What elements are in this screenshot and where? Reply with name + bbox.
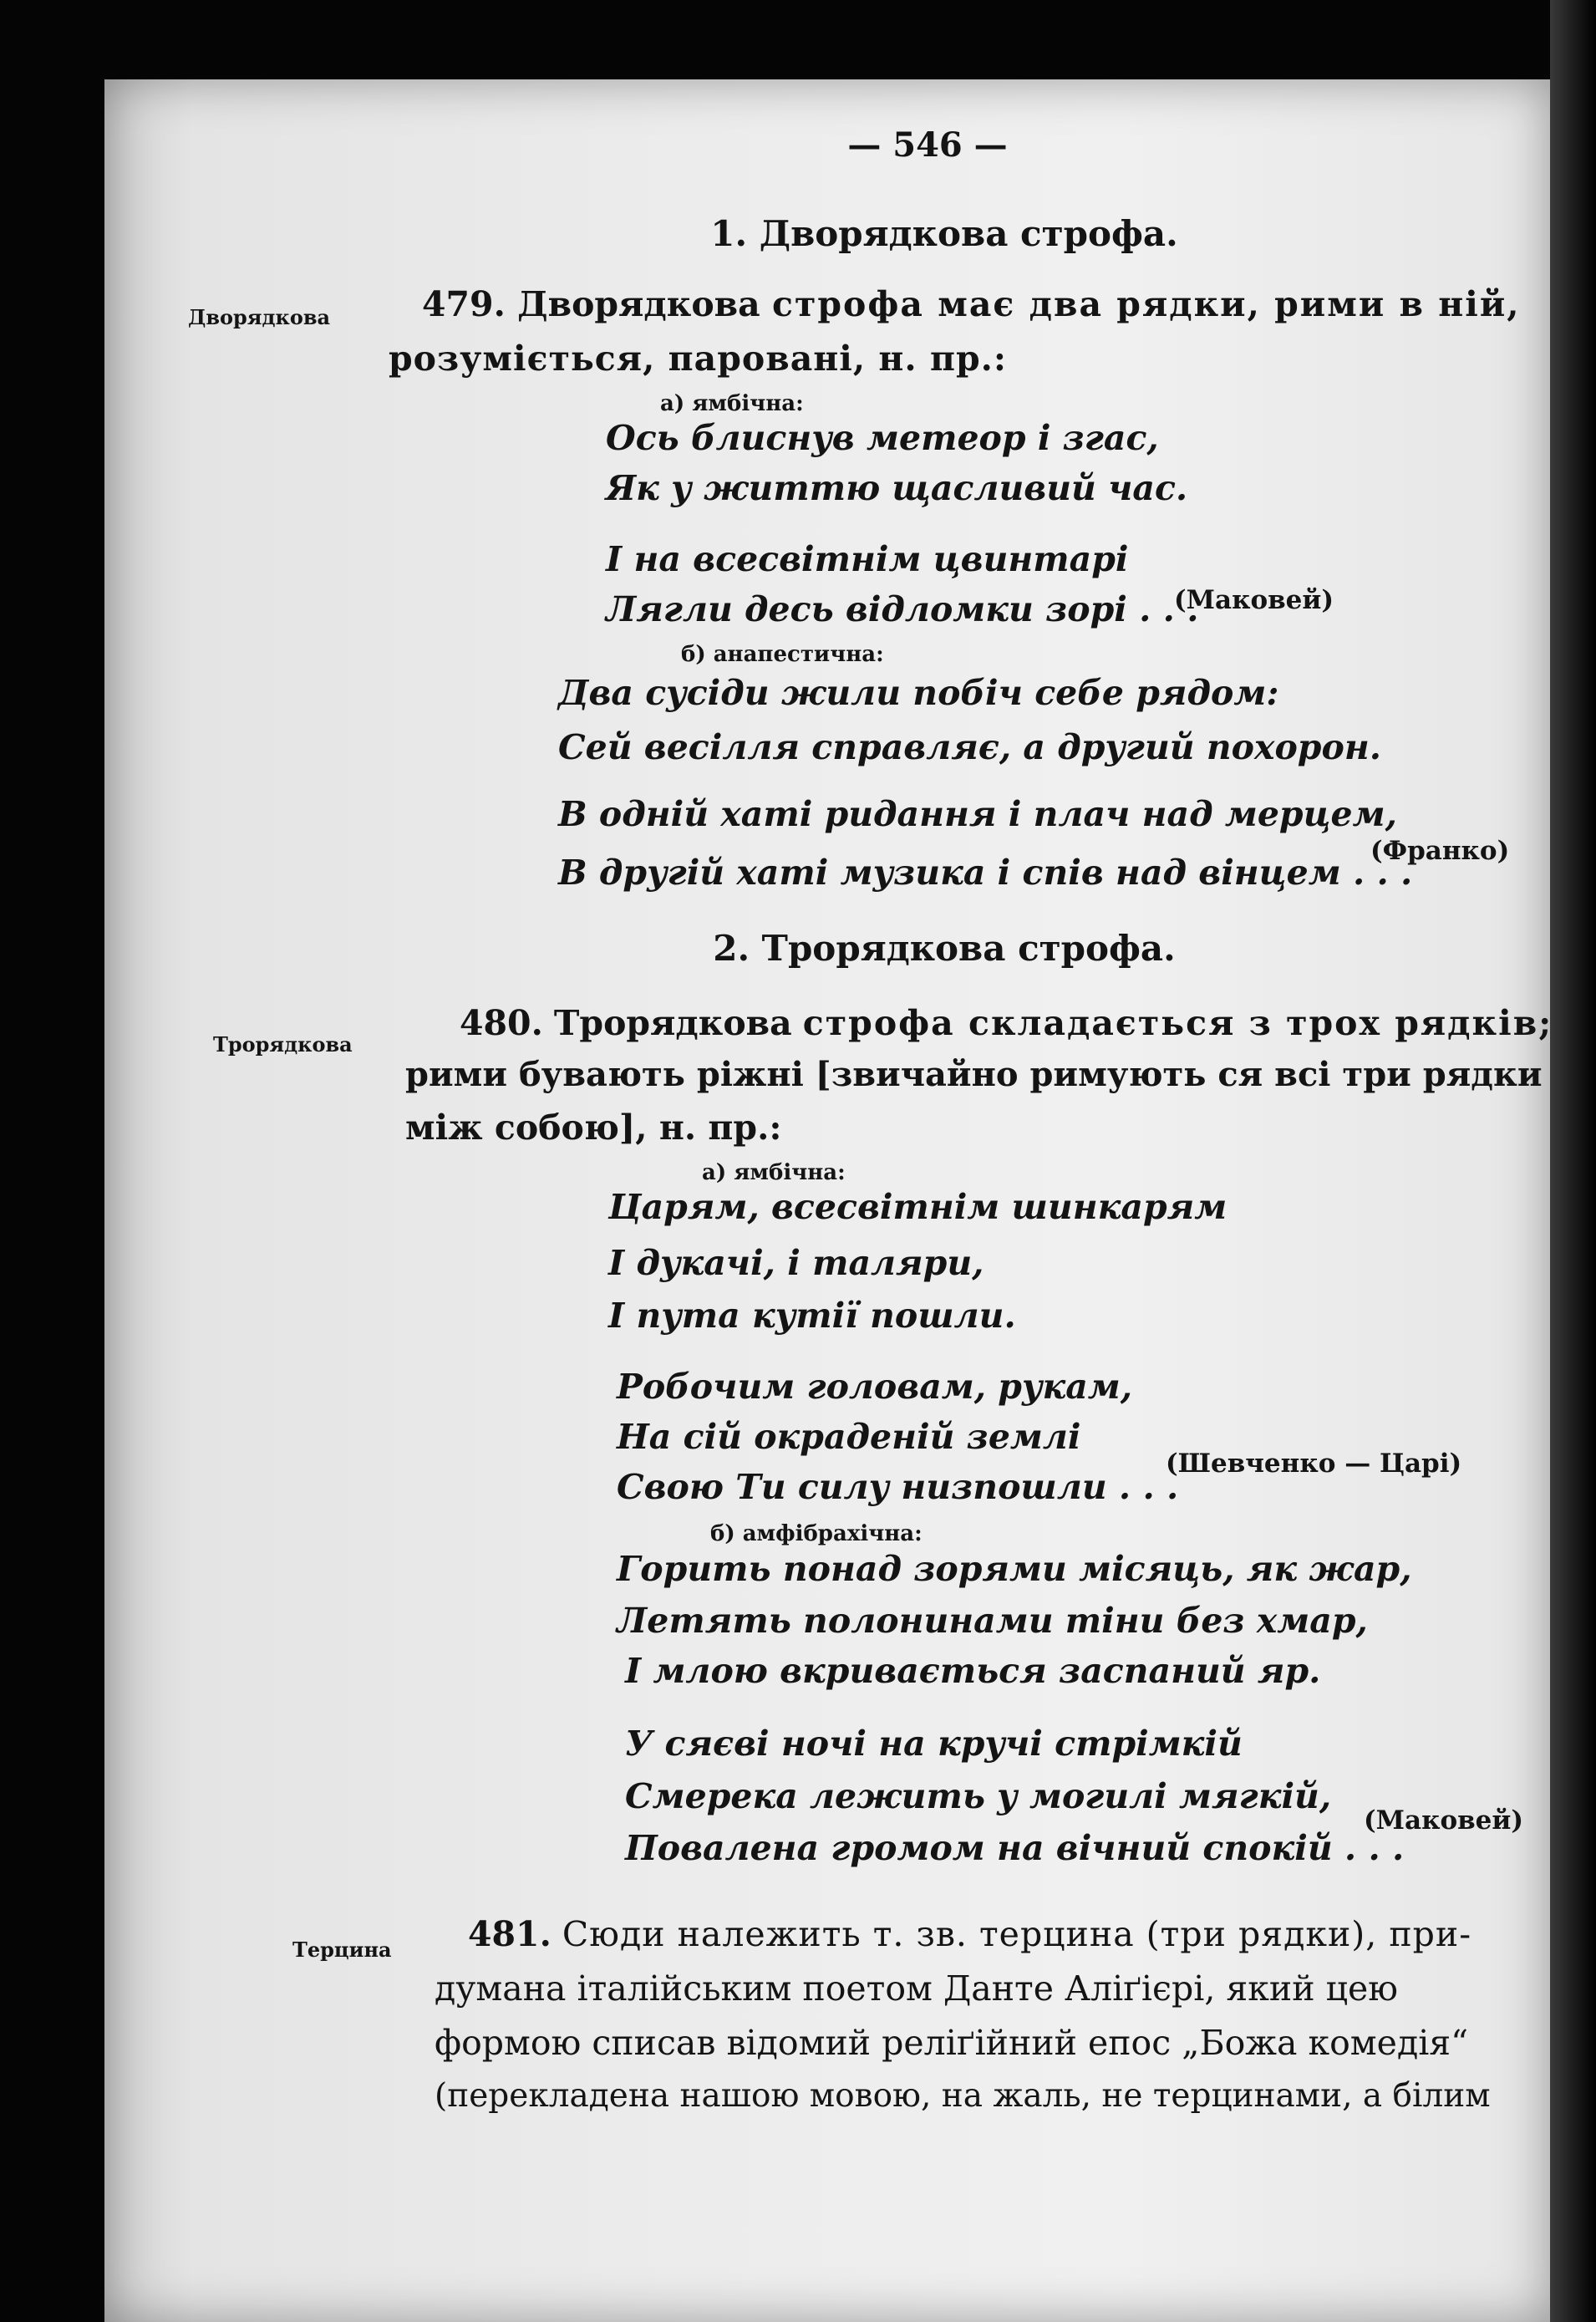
section-2-heading: 2. Трорядкова строфа.: [713, 928, 1176, 969]
scan-right-edge: [1550, 0, 1596, 2322]
paragraph-number: 480.: [460, 1003, 543, 1043]
verse-line: В другій хаті музика і спів над вінцем . . .: [558, 853, 1413, 893]
paragraph-480-line-2: рими бувають ріжні [звичайно римують ся всі три рядки: [405, 1055, 1543, 1094]
verse-line: В одній хаті ридання і плач над мерцем,: [558, 794, 1397, 834]
verse-line: Ось блиснув метеор і згас,: [606, 418, 1159, 458]
margin-label-tririadkova: Трорядкова: [213, 1032, 353, 1057]
paragraph-term: Двоpядкова: [517, 284, 760, 324]
attribution-makovei-1: (Маковей): [1174, 585, 1334, 615]
paragraph-481-line-4: (перекладена нашою мовою, на жаль, не терцинами, а білим: [435, 2077, 1491, 2115]
paragraph-number: 479.: [422, 284, 506, 324]
verse-line: І дукачі, і таляри,: [608, 1243, 984, 1283]
section-1-heading: 1. Двоpядкова строфа.: [710, 213, 1178, 254]
verse-line: Горить понад зорями місяць, як жар,: [617, 1549, 1412, 1589]
paragraph-number: 481.: [468, 1914, 551, 1954]
verse-line: Царям, всесвітнім шинкарям: [608, 1187, 1227, 1227]
verse-line: Лягли десь відломки зорі . . .: [606, 589, 1199, 629]
verse-line: У сяєві ночі на кручі стрімкій: [625, 1724, 1243, 1764]
sub-label-anapestic: б) анапестична:: [681, 642, 884, 667]
paragraph-text: Сюди належить т. зв. терцина (три рядки), при-: [562, 1914, 1472, 1954]
verse-line: Летять полонинами тіни без хмар,: [617, 1601, 1368, 1641]
margin-label-dvoriadkova: Двоpядкова: [188, 305, 331, 329]
verse-line: Робочим головам, рукам,: [617, 1367, 1133, 1407]
verse-line: На сій окраденій землі: [617, 1417, 1081, 1457]
verse-line: Смерека лежить у могилі мягкій,: [625, 1776, 1332, 1816]
verse-line: Два сусіди жили побіч себе рядом:: [558, 673, 1279, 713]
verse-line: Свою Ти силу низпошли . . .: [617, 1467, 1179, 1507]
attribution-franko: (Франко): [1370, 836, 1510, 866]
attribution-shevchenko: (Шевченко — Царі): [1166, 1449, 1462, 1479]
paragraph-text: строфа складається з трох рядків;: [802, 1003, 1553, 1043]
margin-label-tertsyna: Терцина: [292, 1938, 392, 1962]
verse-line: Як у життю щасливий час.: [606, 468, 1188, 508]
sub-label-iambic-2: а) ямбічна:: [702, 1160, 846, 1185]
sub-label-iambic-1: а) ямбічна:: [660, 391, 804, 416]
paragraph-481-line-1: [468, 1914, 1471, 1954]
paragraph-479-line-2: розуміється, паровані, н. пр.:: [389, 339, 1008, 379]
verse-line: І млою вкривається заспаний яр.: [625, 1651, 1321, 1691]
page-number: — 546 —: [847, 125, 1008, 165]
verse-line: І пута кутії пошли.: [608, 1296, 1016, 1336]
paragraph-481-line-3: формою списав відомий реліґійний епос „Божа комедія“: [435, 2023, 1469, 2063]
paragraph-text: строфа має два рядки, рими в ній,: [772, 284, 1521, 324]
paragraph-479-line-1: [422, 284, 1521, 324]
paragraph-481-line-2: думана італійським поетом Данте Аліґієрі, який цею: [435, 1968, 1398, 2009]
sub-label-amphibrachic: б) амфібрахічна:: [710, 1521, 923, 1546]
verse-line: Повалена громом на вічний спокій . . .: [625, 1828, 1405, 1868]
attribution-makovei-2: (Маковей): [1364, 1805, 1524, 1836]
paragraph-term: Трорядкова: [553, 1003, 792, 1043]
paragraph-480-line-1: [460, 1003, 1553, 1043]
verse-line: Сей весілля справляє, а другий похорон.: [558, 727, 1381, 767]
verse-line: І на всесвітнім цвинтарі: [606, 539, 1129, 579]
paragraph-480-line-3: між собою], н. пр.:: [405, 1108, 782, 1148]
